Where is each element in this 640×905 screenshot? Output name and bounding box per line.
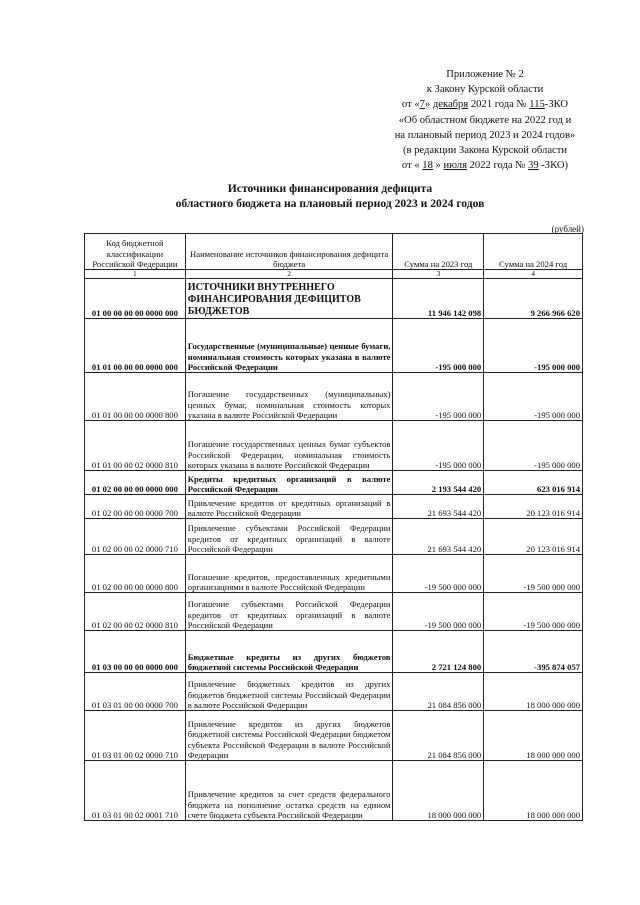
header-name: Наименование источников финансирования дефицита бюджета: [185, 234, 393, 270]
appendix-line-3: от «7» декабря 2021 года № 115-ЗКО: [401, 99, 569, 111]
row-code: 01 03 01 00 02 0000 710: [85, 711, 186, 761]
row-sum-2023: 21 084 856 000: [393, 673, 484, 711]
row-name: Привлечение кредитов от кредитных организаций в валюте Российской Федерации: [185, 495, 393, 519]
row-sum-2023: 11 946 142 098: [393, 279, 484, 319]
table-row: [85, 711, 583, 761]
row-sum-2023: 21 084 856 000: [393, 711, 484, 761]
row-sum-2024: 18 000 000 000: [484, 711, 583, 761]
table-row: [85, 279, 583, 319]
row-name: Привлечение кредитов за счет средств федерального бюджета на пополнение остатка средств на едином счете бюджета субъекта Российской Федерации: [185, 761, 393, 821]
row-sum-2024: 18 000 000 000: [484, 761, 583, 821]
row-sum-2024: -195 000 000: [484, 319, 583, 373]
column-number-3: 3: [393, 270, 484, 279]
row-code: 01 02 00 00 00 0000 700: [85, 495, 186, 519]
row-sum-2023: 2 193 544 420: [393, 471, 484, 495]
header-sum-2024: Сумма на 2024 год: [484, 234, 583, 270]
row-code: 01 02 00 00 00 0000 800: [85, 555, 186, 593]
financing-sources-table: [84, 233, 583, 821]
table-row: [85, 319, 583, 373]
row-sum-2024: -19 500 000 000: [484, 593, 583, 631]
units-label: (рублей): [551, 224, 584, 234]
table-row: [85, 519, 583, 555]
row-sum-2023: 2 721 124 800: [393, 631, 484, 673]
row-sum-2024: 20 123 016 914: [484, 495, 583, 519]
row-code: 01 01 00 00 02 0000 810: [85, 421, 186, 471]
table-row: [85, 555, 583, 593]
appendix-line-6: (в редакции Закона Курской области: [402, 145, 568, 157]
row-name: Погашение кредитов, предоставленных кредитными организациями в валюте Российской Федерации: [185, 555, 393, 593]
row-code: 01 01 00 00 00 0000 800: [85, 373, 186, 421]
row-sum-2023: -19 500 000 000: [393, 593, 484, 631]
column-number-4: 4: [484, 270, 583, 279]
row-sum-2023: 18 000 000 000: [393, 761, 484, 821]
row-sum-2024: 18 000 000 000: [484, 673, 583, 711]
document-title: [80, 181, 580, 211]
row-sum-2024: 9 266 966 620: [484, 279, 583, 319]
table-row: [85, 673, 583, 711]
column-numbers-row: [85, 270, 583, 279]
row-sum-2024: -195 000 000: [484, 373, 583, 421]
row-sum-2024: 20 123 016 914: [484, 519, 583, 555]
column-number-1: 1: [85, 270, 186, 279]
row-code: 01 02 00 00 02 0000 810: [85, 593, 186, 631]
row-sum-2023: 21 693 544 420: [393, 495, 484, 519]
appendix-line-5: на плановый период 2023 и 2024 годов»: [394, 129, 576, 141]
row-name: Погашение субъектами Российской Федерации кредитов от кредитных организаций в валюте Российской Федерации: [185, 593, 393, 631]
table-row: [85, 761, 583, 821]
row-name: Привлечение кредитов из других бюджетов бюджетной системы Российской Федерации бюджетом субъекта Российской Федерации в валюте Российской Федерации: [185, 711, 393, 761]
appendix-line-2: к Закону Курской области: [426, 84, 544, 96]
row-sum-2023: -19 500 000 000: [393, 555, 484, 593]
title-line-1: Источники финансирования дефицита: [227, 182, 433, 195]
row-code: 01 03 00 00 00 0000 000: [85, 631, 186, 673]
appendix-header: [340, 67, 630, 173]
header-code: Код бюджетной классификации Российской Федерации: [85, 234, 186, 270]
row-code: 01 00 00 00 00 0000 000: [85, 279, 186, 319]
row-code: 01 03 01 00 02 0001 710: [85, 761, 186, 821]
row-code: 01 02 00 00 02 0000 710: [85, 519, 186, 555]
row-name: Бюджетные кредиты из других бюджетов бюджетной системы Российской Федерации: [185, 631, 393, 673]
appendix-line-4: «Об областном бюджете на 2022 год и: [398, 114, 572, 126]
table-header-row: [85, 234, 583, 270]
table-row: [85, 421, 583, 471]
row-sum-2023: -195 000 000: [393, 319, 484, 373]
row-sum-2023: -195 000 000: [393, 373, 484, 421]
table-row: [85, 373, 583, 421]
row-name: Кредиты кредитных организаций в валюте Российской Федерации: [185, 471, 393, 495]
appendix-line-1: Приложение № 2: [446, 69, 524, 80]
row-name: Привлечение субъектами Российской Федерации кредитов от кредитных организаций в валюте Российской Федерации: [185, 519, 393, 555]
row-name: Привлечение бюджетных кредитов из других бюджетов бюджетной системы Российской Федерации в валюте Российской Федерации: [185, 673, 393, 711]
table-row: [85, 471, 583, 495]
appendix-line-7: от « 18 » июля 2022 года № 39 -ЗКО): [401, 160, 569, 172]
row-code: 01 03 01 00 00 0000 700: [85, 673, 186, 711]
row-sum-2024: -395 874 057: [484, 631, 583, 673]
row-sum-2023: -195 000 000: [393, 421, 484, 471]
row-name: ИСТОЧНИКИ ВНУТРЕННЕГО ФИНАНСИРОВАНИЯ ДЕФИЦИТОВ БЮДЖЕТОВ: [185, 279, 393, 319]
row-sum-2023: 21 693 544 420: [393, 519, 484, 555]
column-number-2: 2: [185, 270, 393, 279]
title-line-2: областного бюджета на плановый период 2023 и 2024 годов: [175, 197, 485, 210]
table-row: [85, 495, 583, 519]
header-sum-2023: Сумма на 2023 год: [393, 234, 484, 270]
row-code: 01 02 00 00 00 0000 000: [85, 471, 186, 495]
row-sum-2024: -19 500 000 000: [484, 555, 583, 593]
row-sum-2024: -195 000 000: [484, 421, 583, 471]
row-sum-2024: 623 016 914: [484, 471, 583, 495]
row-name: Погашение государственных (муниципальных) ценных бумаг, номинальная стоимость которых указана в валюте Российской Федерации: [185, 373, 393, 421]
row-name: Государственные (муниципальные) ценные бумаги, номинальная стоимость которых указана в валюте Российской Федерации: [185, 319, 393, 373]
row-code: 01 01 00 00 00 0000 000: [85, 319, 186, 373]
table-row: [85, 593, 583, 631]
table-row: [85, 631, 583, 673]
row-name: Погашение государственных ценных бумаг субъектов Российской Федерации, номинальная стоимость которых указана в валюте Российской Федерации: [185, 421, 393, 471]
